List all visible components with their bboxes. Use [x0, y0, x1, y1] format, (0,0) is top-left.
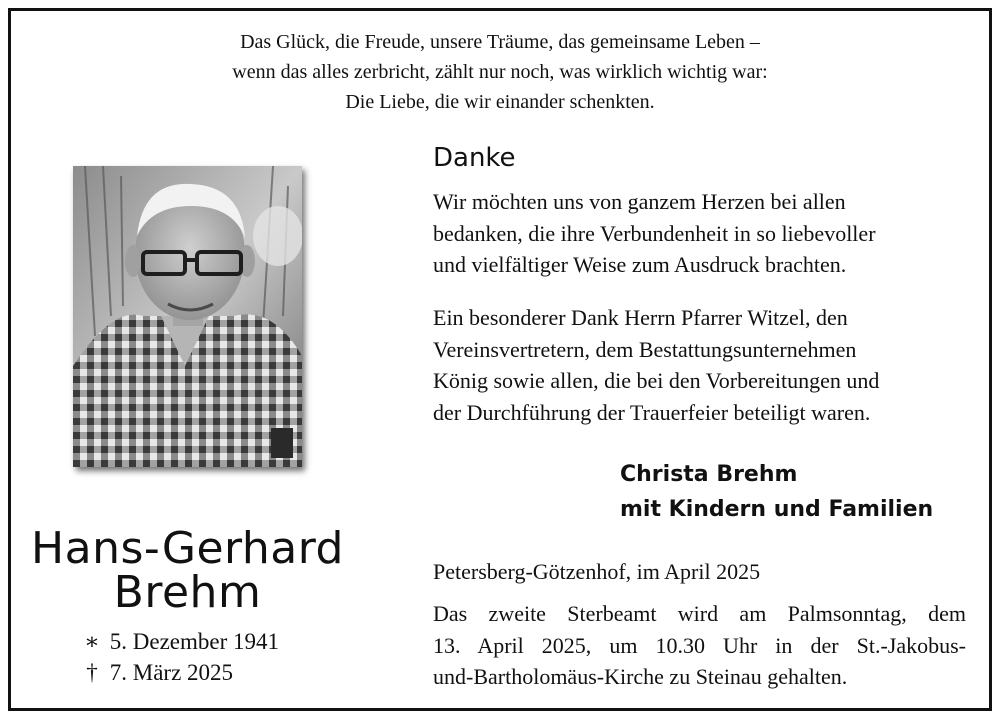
text-line: Ein besonderer Dank Herrn Pfarrer Witzel, den — [433, 305, 848, 330]
text-line: Wir möchten uns von ganzem Herzen bei allen — [433, 189, 846, 214]
text-line: bedanken, die ihre Verbundenheit in so liebevoller — [433, 220, 876, 246]
death-date-line — [80, 658, 233, 688]
text-line: Vereinsvertretern, dem Bestattungsunternehmen — [433, 336, 857, 362]
place-date: Petersberg-Götzenhof, im April 2025 — [433, 559, 761, 584]
signature-line: mit Kindern und Familien — [620, 497, 934, 522]
birth-date-line — [80, 627, 279, 657]
thanks-paragraph-2 — [433, 302, 879, 428]
verse-line: Die Liebe, die wir einander schenkten. — [345, 91, 655, 113]
thanks-heading: Danke — [433, 143, 516, 173]
deceased-last-name: Brehm — [113, 567, 262, 618]
birth-date: 5. Dezember 1941 — [109, 629, 279, 654]
text-line: und vielfältiger Weise zum Ausdruck brachten. — [433, 252, 847, 277]
death-date: 7. März 2025 — [109, 660, 234, 685]
memorial-verse — [0, 27, 1000, 117]
text-line: und-Bartholomäus-Kirche zu Steinau gehalten. — [433, 664, 848, 689]
text-line: der Durchführung der Trauerfeier beteiligt waren. — [433, 399, 871, 425]
signature — [620, 457, 933, 527]
thanks-paragraph-1 — [433, 186, 876, 281]
portrait-photo — [73, 166, 302, 467]
deceased-first-name: Hans-Gerhard — [31, 523, 344, 574]
text-line: 13. April 2025, um 10.30 Uhr in der St.-Jakobus- — [433, 632, 966, 658]
verse-line: wenn das alles zerbricht, zählt nur noch, was wirklich wichtig war: — [232, 61, 768, 83]
text-line: König sowie allen, die bei den Vorbereitungen und — [433, 368, 880, 393]
signature-line: Christa Brehm — [620, 462, 798, 487]
death-cross-icon: † — [86, 660, 98, 685]
birth-star-icon: ∗ — [84, 629, 100, 654]
text-line: Das zweite Sterbeamt wird am Palmsonntag, dem — [433, 601, 966, 626]
service-notice — [433, 598, 966, 693]
verse-line: Das Glück, die Freude, unsere Träume, das gemeinsame Leben – — [240, 31, 760, 53]
